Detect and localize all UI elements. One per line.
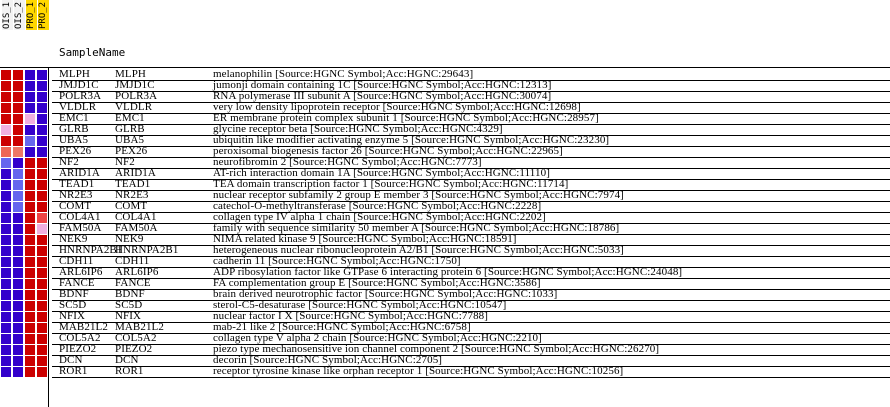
gene-description: nuclear receptor subfamily 2 group E member 3 [Source:HGNC Symbol;Acc:HGNC:7974] (213, 189, 624, 201)
gene-description: AT-rich interaction domain 1A [Source:HGNC Symbol;Acc:HGNC:11110] (213, 167, 550, 179)
gene-description: collagen type V alpha 2 chain [Source:HGNC Symbol;Acc:HGNC:2210] (213, 332, 542, 344)
gene-symbol: HNRNPA2B1 (59, 244, 123, 256)
gene-description: receptor tyrosine kinase like orphan receptor 1 [Source:HGNC Symbol;Acc:HGNC:10256] (213, 365, 624, 377)
heatmap-cell (1, 224, 11, 234)
column-header-pro-2 (38, 0, 49, 30)
heatmap-cell (25, 268, 35, 278)
heatmap-cell (1, 257, 11, 267)
gene-symbol: PEX26 (59, 145, 92, 157)
heatmap-cell (13, 169, 23, 179)
heatmap-cell (13, 323, 23, 333)
gene-description: ER membrane protein complex subunit 1 [Source:HGNC Symbol;Acc:HGNC:28957] (213, 112, 599, 124)
gene-name: GLRB (115, 123, 145, 135)
gene-name: DCN (115, 354, 139, 366)
heatmap-cell (1, 312, 11, 322)
heatmap-cell (37, 125, 47, 135)
heatmap-cell (1, 191, 11, 201)
heatmap-cell (25, 202, 35, 212)
gene-name: NFIX (115, 310, 142, 322)
gene-description: sterol-C5-desaturase [Source:HGNC Symbol;Acc:HGNC:10547] (213, 299, 507, 311)
gene-name: JMJD1C (115, 79, 155, 91)
heatmap-cell (1, 323, 11, 333)
gene-description: very low density lipoprotein receptor [Source:HGNC Symbol;Acc:HGNC:12698] (213, 101, 581, 113)
gene-name: MAB21L2 (115, 321, 164, 333)
heatmap-cell (1, 169, 11, 179)
gene-symbol: NF2 (59, 156, 79, 168)
gene-name: POLR3A (115, 90, 158, 102)
heatmap-cell (25, 257, 35, 267)
heatmap-cell (37, 103, 47, 113)
heatmap-cell (25, 224, 35, 234)
heatmap-cell (37, 301, 47, 311)
heatmap-cell (37, 147, 47, 157)
row-divider (52, 377, 890, 378)
heatmap-cell (37, 235, 47, 245)
gene-name: COMT (115, 200, 148, 212)
heatmap-cell (13, 92, 23, 102)
heatmap-cell (25, 136, 35, 146)
gene-description: decorin [Source:HGNC Symbol;Acc:HGNC:2705] (213, 354, 443, 366)
gene-description: neurofibromin 2 [Source:HGNC Symbol;Acc:HGNC:7773] (213, 156, 482, 168)
heatmap-cell (37, 345, 47, 355)
heatmap-cell (37, 224, 47, 234)
gene-symbol: MLPH (59, 68, 90, 80)
heatmap-cell (37, 323, 47, 333)
gene-symbol: VLDLR (59, 101, 97, 113)
heatmap-cell (1, 92, 11, 102)
gene-symbol: NFIX (59, 310, 86, 322)
gene-symbol: CDH11 (59, 255, 94, 267)
gene-name: ARL6IP6 (115, 266, 159, 278)
heatmap-cell (25, 81, 35, 91)
gene-name: TEAD1 (115, 178, 151, 190)
heatmap-cell (25, 92, 35, 102)
heatmap-cell (13, 235, 23, 245)
gene-symbol: FAM50A (59, 222, 102, 234)
heatmap-cell (1, 345, 11, 355)
gene-symbol: TEAD1 (59, 178, 95, 190)
heatmap-cell (25, 70, 35, 80)
gene-description: ADP ribosylation factor like GTPase 6 interacting protein 6 [Source:HGNC Symbol;Acc:HGNC:24048] (213, 266, 683, 278)
column-label: OIS_1 (2, 1, 12, 29)
heatmap-cell (1, 235, 11, 245)
heatmap-cell (1, 136, 11, 146)
gene-symbol: NR2E3 (59, 189, 93, 201)
heatmap-cell (25, 312, 35, 322)
heatmap-cell (1, 268, 11, 278)
heatmap-cell (13, 257, 23, 267)
heatmap-cell (13, 191, 23, 201)
gene-row[interactable] (0, 367, 890, 378)
gene-symbol: PIEZO2 (59, 343, 97, 355)
heatmap-cell (37, 290, 47, 300)
heatmap-cell (25, 169, 35, 179)
heatmap-cell (1, 180, 11, 190)
heatmap-cell (13, 114, 23, 124)
heatmap-cell (1, 334, 11, 344)
heatmap-cell (13, 213, 23, 223)
heatmap-cell (25, 290, 35, 300)
heatmap-cell (37, 279, 47, 289)
heatmap-cell (25, 345, 35, 355)
heatmap-cell (1, 114, 11, 124)
heatmap-cell (1, 70, 11, 80)
gene-description: piezo type mechanosensitive ion channel component 2 [Source:HGNC Symbol;Acc:HGNC:26270] (213, 343, 660, 355)
gene-description: melanophilin [Source:HGNC Symbol;Acc:HGNC:29643] (213, 68, 474, 80)
heatmap-cell (13, 103, 23, 113)
column-label: OIS_2 (14, 1, 24, 29)
heatmap-cell (13, 367, 23, 377)
gene-symbol: COL4A1 (59, 211, 101, 223)
heatmap-cell (37, 158, 47, 168)
sample-name-header: SampleName (59, 46, 126, 59)
gene-name: FAM50A (115, 222, 158, 234)
heatmap-cell (25, 334, 35, 344)
heatmap-cell (37, 246, 47, 256)
heatmap-cell (13, 334, 23, 344)
heatmap-cell (37, 356, 47, 366)
gene-name: VLDLR (115, 101, 153, 113)
gene-description: cadherin 11 [Source:HGNC Symbol;Acc:HGNC:1750] (213, 255, 461, 267)
gene-description: brain derived neurotrophic factor [Source:HGNC Symbol;Acc:HGNC:1033] (213, 288, 558, 300)
gene-symbol: JMJD1C (59, 79, 99, 91)
heatmap-cell (13, 125, 23, 135)
heatmap-cell (13, 290, 23, 300)
heatmap-cell (37, 202, 47, 212)
heatmap-cell (13, 158, 23, 168)
gene-description: heterogeneous nuclear ribonucleoprotein A2/B1 [Source:HGNC Symbol;Acc:HGNC:5033] (213, 244, 624, 256)
heatmap-cell (25, 180, 35, 190)
gene-symbol: MAB21L2 (59, 321, 108, 333)
heatmap-cell (1, 246, 11, 256)
heatmap-cell (25, 158, 35, 168)
heatmap-cell (1, 125, 11, 135)
gene-description: FA complementation group E [Source:HGNC Symbol;Acc:HGNC:3586] (213, 277, 541, 289)
heatmap-cell (25, 367, 35, 377)
gene-name: ROR1 (115, 365, 144, 377)
gene-name: BDNF (115, 288, 145, 300)
heatmap-cell (37, 312, 47, 322)
column-header-pro-1 (26, 0, 37, 30)
gene-name: NEK9 (115, 233, 144, 245)
heatmap-cell (25, 147, 35, 157)
gene-symbol: ROR1 (59, 365, 88, 377)
heatmap-cell (13, 268, 23, 278)
gene-symbol: COMT (59, 200, 92, 212)
heatmap-cell (25, 279, 35, 289)
heatmap-cell (1, 279, 11, 289)
heatmap-cell (25, 356, 35, 366)
heatmap-cell (13, 136, 23, 146)
gene-description: ubiquitin like modifier activating enzyme 5 [Source:HGNC Symbol;Acc:HGNC:23230] (213, 134, 610, 146)
gene-description: nuclear factor I X [Source:HGNC Symbol;Acc:HGNC:7788] (213, 310, 489, 322)
heatmap-cell (37, 70, 47, 80)
heatmap-cell (37, 180, 47, 190)
column-header-ois-2 (14, 0, 25, 30)
gene-name: PEX26 (115, 145, 148, 157)
gene-name: NR2E3 (115, 189, 149, 201)
gene-name: SC5D (115, 299, 143, 311)
heatmap-cell (37, 81, 47, 91)
gene-name: UBA5 (115, 134, 145, 146)
heatmap-cell (37, 268, 47, 278)
gene-symbol: ARL6IP6 (59, 266, 103, 278)
gene-description: mab-21 like 2 [Source:HGNC Symbol;Acc:HGNC:6758] (213, 321, 471, 333)
gene-name: PIEZO2 (115, 343, 153, 355)
heatmap-cell (13, 345, 23, 355)
gene-name: EMC1 (115, 112, 145, 124)
gene-name: FANCE (115, 277, 151, 289)
gene-symbol: UBA5 (59, 134, 89, 146)
heatmap-cell (13, 70, 23, 80)
gene-name: NF2 (115, 156, 135, 168)
gene-name: ARID1A (115, 167, 156, 179)
gene-description: NIMA related kinase 9 [Source:HGNC Symbol;Acc:HGNC:18591] (213, 233, 517, 245)
heatmap-cell (37, 136, 47, 146)
heatmap-cell (1, 158, 11, 168)
heatmap-cell (25, 235, 35, 245)
gene-description: RNA polymerase III subunit A [Source:HGNC Symbol;Acc:HGNC:30074] (213, 90, 552, 102)
heatmap-cell (25, 125, 35, 135)
gene-description: family with sequence similarity 50 member A [Source:HGNC Symbol;Acc:HGNC:18786] (213, 222, 620, 234)
heatmap-cell (37, 191, 47, 201)
gene-name: COL4A1 (115, 211, 157, 223)
heatmap-cell (13, 147, 23, 157)
gene-description: jumonji domain containing 1C [Source:HGNC Symbol;Acc:HGNC:12313] (213, 79, 552, 91)
gene-description: TEA domain transcription factor 1 [Source:HGNC Symbol;Acc:HGNC:11714] (213, 178, 569, 190)
heatmap-cell (25, 103, 35, 113)
gene-name: MLPH (115, 68, 146, 80)
heatmap-cell (1, 103, 11, 113)
heatmap-cell (25, 323, 35, 333)
gene-name: CDH11 (115, 255, 150, 267)
heatmap-cell (25, 191, 35, 201)
heatmap-cell (1, 81, 11, 91)
heatmap-cell (1, 202, 11, 212)
heatmap-cell (37, 92, 47, 102)
heatmap-cell (37, 169, 47, 179)
heatmap-cell (25, 213, 35, 223)
heatmap-cell (37, 257, 47, 267)
gene-table (0, 70, 890, 378)
heatmap-cell (13, 279, 23, 289)
gene-description: peroxisomal biogenesis factor 26 [Source:HGNC Symbol;Acc:HGNC:22965] (213, 145, 563, 157)
heatmap-cell (1, 367, 11, 377)
gene-description: glycine receptor beta [Source:HGNC Symbol;Acc:HGNC:4329] (213, 123, 503, 135)
gene-symbol: SC5D (59, 299, 87, 311)
heatmap-cell (25, 301, 35, 311)
heatmap-cell (25, 246, 35, 256)
heatmap-cell (13, 301, 23, 311)
heatmap-cell (13, 246, 23, 256)
heatmap-header (0, 0, 890, 69)
gene-name: HNRNPA2B1 (115, 244, 179, 256)
heatmap-cell (1, 301, 11, 311)
gene-symbol: EMC1 (59, 112, 89, 124)
gene-symbol: NEK9 (59, 233, 88, 245)
heatmap-cell (1, 290, 11, 300)
heatmap-cell (13, 224, 23, 234)
heatmap-cell (13, 312, 23, 322)
heatmap-cell (37, 367, 47, 377)
heatmap-cell (37, 114, 47, 124)
gene-symbol: BDNF (59, 288, 89, 300)
heatmap-cell (1, 147, 11, 157)
gene-symbol: COL5A2 (59, 332, 101, 344)
gene-symbol: FANCE (59, 277, 95, 289)
heatmap-cell (37, 334, 47, 344)
gene-symbol: POLR3A (59, 90, 102, 102)
heatmap-cell (13, 180, 23, 190)
gene-description: catechol-O-methyltransferase [Source:HGNC Symbol;Acc:HGNC:2228] (213, 200, 542, 212)
gene-symbol: DCN (59, 354, 83, 366)
heatmap-cell (1, 213, 11, 223)
heatmap-cell (13, 202, 23, 212)
column-label: PRO_1 (26, 1, 36, 29)
heatmap-cell (37, 213, 47, 223)
heatmap-cell (13, 81, 23, 91)
column-label: PRO_2 (38, 1, 48, 29)
heatmap-cell (1, 356, 11, 366)
gene-symbol: GLRB (59, 123, 89, 135)
heatmap-cell (25, 114, 35, 124)
heatmap-cell (13, 356, 23, 366)
gene-description: collagen type IV alpha 1 chain [Source:HGNC Symbol;Acc:HGNC:2202] (213, 211, 546, 223)
gene-name: COL5A2 (115, 332, 157, 344)
column-header-ois-1 (2, 0, 13, 30)
gene-symbol: ARID1A (59, 167, 100, 179)
